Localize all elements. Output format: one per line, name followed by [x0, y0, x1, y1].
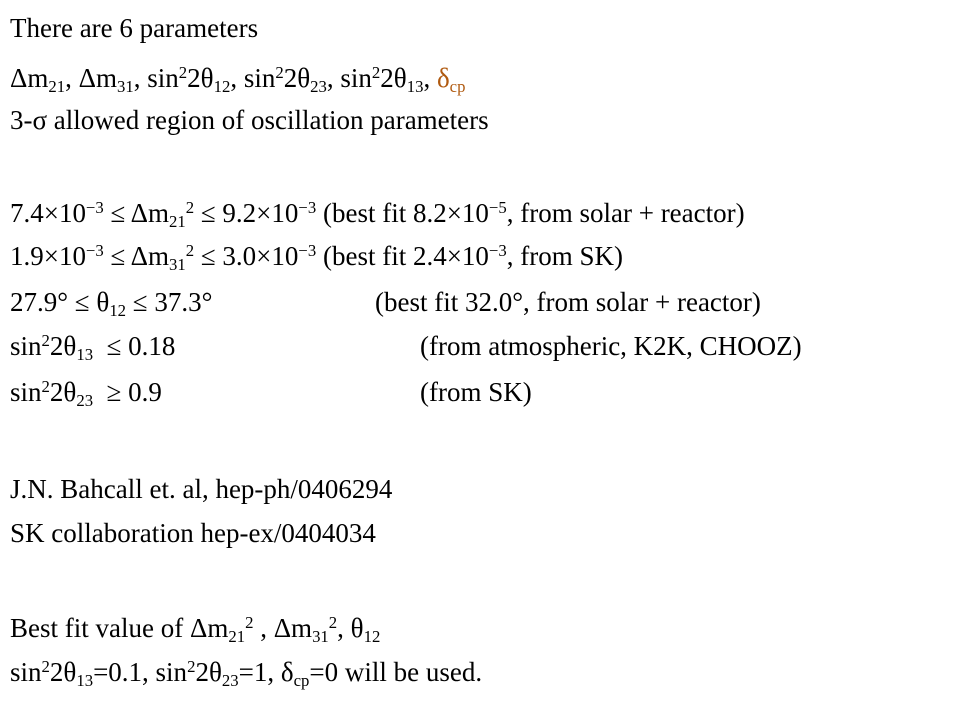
range-theta23: $\sin^22\theta_{23} \ge 0.9$ (from SK) — [10, 376, 532, 411]
param-dm31: $\Delta m_{31}$ — [78, 63, 134, 97]
best-fit-line-1: Best fit value of $\Delta m_{21}^2$ , $\Delta m_{31}^2$, $\theta_{12}$ — [10, 612, 381, 647]
param-dm21: $\Delta m_{21}$ — [10, 63, 66, 97]
range-dm31: $1.9\times 10^{-3} \le \Delta m_{31}^2 \le 3.0\times 10^{-3}$ (best fit $2.4\times 10^{-3}$, from SK) — [10, 240, 623, 275]
range-theta12: $27.9^\circ \le \theta_{12} \le 37.3^\circ$ (best fit 32.0°, from solar + reactor) — [10, 287, 761, 321]
parameter-list: $\Delta m_{21}$, $\Delta m_{31}$, $\sin^22\theta_{12}$, $\sin^22\theta_{23}$, $\sin^22\theta_{13}$, $\delta_{cp}$ — [10, 62, 466, 97]
param-theta23: $\sin^22\theta_{23}$ — [243, 62, 327, 97]
region-title: 3-σ allowed region of oscillation parameters — [10, 105, 489, 135]
reference-sk: SK collaboration hep-ex/0404034 — [10, 518, 376, 548]
range-theta12-note: (best fit 32.0°, from solar + reactor) — [375, 287, 761, 317]
range-theta13: $\sin^22\theta_{13} \le 0.18$ (from atmospheric, K2K, CHOOZ) — [10, 330, 802, 365]
param-delta-cp: $\delta_{cp}$ — [436, 63, 466, 97]
range-theta13-note: (from atmospheric, K2K, CHOOZ) — [420, 331, 802, 361]
reference-bahcall: J.N. Bahcall et. al, hep-ph/0406294 — [10, 474, 393, 504]
best-fit-line-2: $\sin^22\theta_{13}=0.1$, $\sin^22\theta_{23}=1$, $\delta_{cp}=0$ will be used. — [10, 656, 483, 691]
heading: There are 6 parameters — [10, 13, 259, 43]
range-dm21: $7.4\times 10^{-3} \le \Delta m_{21}^2 \le 9.2\times 10^{-3}$ (best fit $8.2\times 10^{-5}$, from solar + reactor) — [10, 197, 745, 232]
param-theta12: $\sin^22\theta_{12}$ — [147, 62, 231, 97]
param-theta13: $\sin^22\theta_{13}$ — [340, 62, 424, 97]
range-theta23-note: (from SK) — [420, 377, 532, 407]
